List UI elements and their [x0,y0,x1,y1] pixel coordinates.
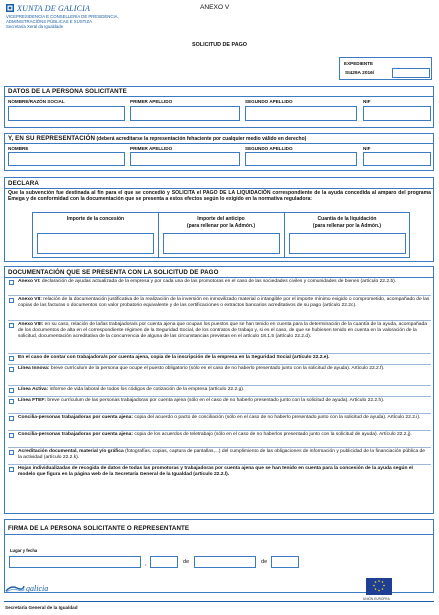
doc-checkbox[interactable] [9,467,14,472]
galicia-logo-text: galicia [26,583,49,593]
solicitante-nif-input[interactable] [363,106,431,121]
doc-text: Línea FTEF: breve currículum de las personas trabajadoras por cuenta ajena (sólo en el caso de no haberlo presentado junto con la solicitud de ayuda). Artículo 22.2.h). [18,398,385,403]
doc-text: Hojas individualizadas de recogida de datos de todas las promotoras y trabajadoras por cuenta ajena que se han tenido en cuenta para la concesión de la ayuda según el modelo que figura en la página web de la Secretaría General de la Igualdad (artículo 22.2.l). [18,466,413,477]
day-input[interactable] [150,556,178,568]
declara-section [4,177,434,262]
doc-checkbox[interactable] [9,367,14,372]
doc-item [5,322,434,350]
representante-section [4,133,434,171]
doc-divider [8,353,431,354]
doc-text: Anexo VI: declaración de ayudas actualizada de la empresa y por cada una de las promotoras en el caso de las sociedades civiles y comunidades de bienes (artículo 22.2.b). [18,279,397,284]
doc-divider [8,385,431,386]
documentacion-divider [5,277,434,278]
eu-flag [366,578,392,595]
xunta-emblem-icon [6,4,14,12]
eu-label: UNIÓN EUROPEA [363,597,390,601]
doc-text: Concilia-personas trabajadoras por cuenta ajena: copia del acuerdo o pacto de conciliación (sólo en el caso de no haberlo presentado junto con la solicitud de ayuda). Artículo 22.2.i). [18,415,421,420]
footer-department: Secretaría General de la Igualdad [5,605,78,610]
representante-nif-label: NIF [363,146,371,151]
declara-title: DECLARA [8,180,39,187]
representante-header [8,135,306,142]
doc-text: Concilia-personas trabajadoras por cuenta ajena: copia de los acuerdos de teletrabajo (sólo en el caso de no haberlos presentado junto con la solicitud de ayuda). Artículo 22.2.j). [18,432,412,437]
dept-line-2: ADMINISTRACIÓNS PÚBLICAS E XUSTIZA [6,19,92,24]
doc-checkbox[interactable] [9,388,14,393]
doc-checkbox[interactable] [9,356,14,361]
solicitante-surname1-input[interactable] [130,106,240,121]
solicitante-nif-label: NIF [363,99,371,104]
documentacion-title: DOCUMENTACIÓN QUE SE PRESENTA CON LA SOLICITUD DE PAGO [8,269,219,276]
form-title: SOLICITUD DE PAGO [191,42,247,48]
representante-name-input[interactable] [8,152,125,166]
year-input[interactable] [271,556,299,568]
xunta-logo [6,4,14,12]
importe-anticipo-header: Importe del anticipo [197,216,245,222]
doc-item [5,366,434,384]
place-separator: , [145,561,147,567]
representante-name-label: NOMBRE [8,146,29,151]
dept-line-1: VICEPRESIDENCIA E CONSELLERÍA DE PRESIDENCIA, [6,14,119,19]
representante-surname1-input[interactable] [130,152,240,166]
de-label-1: de [183,559,190,565]
doc-checkbox[interactable] [9,416,14,421]
doc-text: Acreditación documental, material y/o gráfica (fotografías, copias, captura de pantallas,...) del cumplimiento de las obligaciones de información y publicidad de la financiación pública de la actividad (artículo 22.2.k). [18,449,425,460]
solicitante-surname1-label: PRIMER APELLIDO [130,99,173,104]
representante-surname2-label: SEGUNDO APELLIDO [245,146,293,151]
doc-text: Línea Activa: informe de vida laboral de todos los códigos de cotización de la empresa (artículo 22.2.g). [18,387,245,392]
importes-table [32,212,410,258]
doc-text: En el caso de contar con trabajadora/s por cuenta ajena, copia de la inscripción de la empresa en la Seguridad Social (artículo 22.2.e). [18,355,330,360]
declara-divider [5,188,434,189]
doc-item [5,387,434,395]
doc-divider [8,396,431,397]
solicitante-title: DATOS DE LA PERSONA SOLICITANTE [8,88,127,95]
representante-nif-input[interactable] [363,152,431,166]
solicitante-section [4,86,434,128]
doc-divider [8,295,431,296]
doc-divider [8,447,431,448]
cuantia-liquidacion-header: Cuantía de la liquidación [317,216,377,222]
doc-item [5,279,434,294]
cuantia-liquidacion-note: (para rellenar por la Admón.) [312,223,382,229]
dept-line-3: Secretaría Xeral da Igualdade [6,24,64,29]
representante-surname2-input[interactable] [245,152,357,166]
doc-item [5,355,434,363]
solicitante-divider [5,96,434,97]
doc-item [5,297,434,319]
importe-concesion-input[interactable] [37,233,154,254]
solicitante-name-input[interactable] [8,106,125,121]
expediente-number-input[interactable] [392,68,430,78]
de-label-2: de [261,559,268,565]
doc-divider [8,364,431,365]
doc-divider [8,430,431,431]
doc-checkbox[interactable] [9,450,14,455]
org-name: XUNTA DE GALICIA [17,4,91,13]
firma-title: FIRMA DE LA PERSONA SOLICITANTE O REPRESENTANTE [8,525,190,532]
doc-checkbox[interactable] [9,323,14,328]
doc-item [5,415,434,429]
doc-checkbox[interactable] [9,280,14,285]
doc-checkbox[interactable] [9,399,14,404]
place-input[interactable] [9,556,141,568]
doc-checkbox[interactable] [9,433,14,438]
galicia-logo [5,582,48,594]
solicitante-surname2-input[interactable] [245,106,357,121]
doc-divider [8,320,431,321]
doc-checkbox[interactable] [9,298,14,303]
month-input[interactable] [194,556,256,568]
cuantia-liquidacion-input[interactable] [289,233,406,254]
doc-divider [8,413,431,414]
footer-divider [4,601,434,602]
doc-divider [8,464,431,465]
importe-anticipo-note: (para rellenar por la Admón.) [186,223,256,229]
expediente-code: SI429A 2016/ [345,71,375,76]
galicia-swoosh-icon [5,584,25,593]
importe-concesion-header: Importe de la concesión [66,216,125,222]
firma-divider [5,534,434,535]
representante-note: (deberá acreditarse la representación fehaciente por cualquier medio válido en derecho) [96,136,307,142]
eu-flag-icon [366,578,392,595]
importe-anticipo-input[interactable] [163,233,280,254]
documentacion-section [4,266,434,514]
doc-text: Línea Innova: breve currículum de la persona que ocupe el puesto obligatorio (sólo en el caso de no haberlo presentado junto con la solicitud de ayuda). Artículo 22.2.f). [18,366,385,371]
solicitante-surname2-label: SEGUNDO APELLIDO [245,99,293,104]
doc-item [5,398,434,412]
declara-text: Que la subvención fue destinada al fin para el que se concedió y SOLICITA el PAGO DE LA LIQUIDACIÓN correspondiente de la ayuda concedida al amparo del programa Emega y de conformidad con la documentación que se presenta a estos efectos según lo exigido en la normativa reguladora: [8,190,431,203]
expediente-label: EXPEDIENTE [344,61,374,66]
place-date-label: Lugar y fecha [10,548,38,553]
representante-title: Y, EN SU REPRESENTACIÓN [8,135,96,142]
doc-item [5,466,434,480]
doc-item [5,432,434,446]
solicitante-name-label: NOMBRE/RAZÓN SOCIAL [8,99,65,104]
doc-text: Anexo VIII: en su caso, relación de la/las trabajadora/s por cuenta ajena que ocupan los puestos que se han tenido en cuenta para la determinación de la cuantía de la ayuda, acompañada de los documentos de alta en el correspondiente régimen de la Seguridad Social, de los contratos de trabajo y, si es el caso, de que se hubiesen tenido en cuenta en la valoración de la solicitud, documentación acreditativa de la concurrencia de alguna de las circunstancias previstas en el artículo 18.1.5 (artículo 22.2.d). [18,322,427,339]
expediente-box [339,57,432,80]
representante-surname1-label: PRIMER APELLIDO [130,146,173,151]
doc-text: Anexo VII: relación de la documentación justificativa de la realización de la inversión en inmovilizado material o intangible por el importe mínimo exigido o comprometido, acompañado de las copias de las facturas o documentos con valor probatorio equivalente y de las certificaciones o extractos bancarios acreditativos de su pago (artículo 22.2c). [18,297,430,308]
representante-divider [5,143,434,144]
doc-item [5,449,434,463]
annex-label: ANEXO V [200,4,230,11]
